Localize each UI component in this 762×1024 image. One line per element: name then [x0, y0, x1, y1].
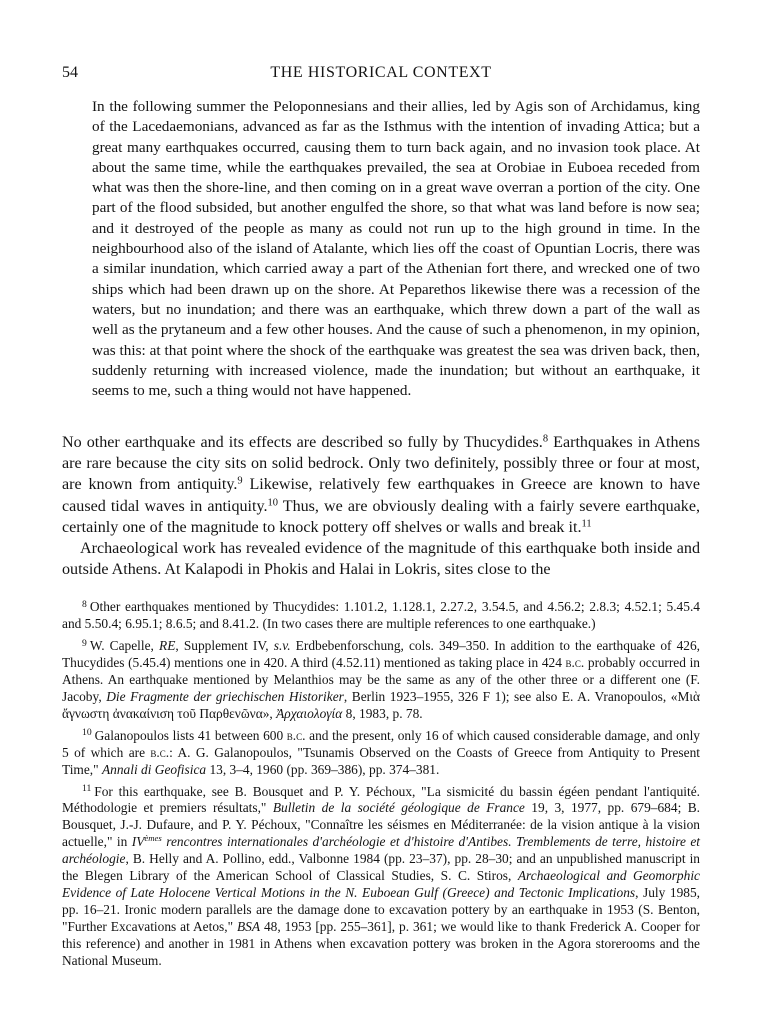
quote-paragraph: In the following summer the Peloponnesians and their allies, led by Agis son of Archidamus, king of the Lacedaemonians, advanced as far as the Isthmus with the intention of invading Attica; but a great many earthquakes occurred, causing them to turn back again, and no invasion took place. At about the same time, while the earthquakes prevailed, the sea at Orobiae in Euboea receded from what was then the shore-line, and then coming on in a great wave overran a portion of the city. One part of the flood subsided, but another engulfed the shore, so that what was land before is now sea; and it destroyed of the people as many as could not run up to the high ground in time. In the neighbourhood also of the island of Atalante, which lies off the coast of Opuntian Locris, there was a similar inundation, which carried away a part of the Athenian fort there, and wrecked one of two ships which had been drawn up on the shore. At Peparethos likewise there was a recession of the waters, but no inundation; and there was an earthquake, which threw down a part of the wall as well as the prytaneum and a few other houses. And the cause of such a phenomenon, in my opinion, was this: at that point where the shock of the earthquake was greatest the sea was driven back, then, suddenly returning with increased violence, made the inundation; but without an earthquake, it seems to me, such a thing would not have happened.	[92, 98, 700, 400]
footnote-text: , Berlin 1923–1955, 326 F 1); see also E. A. Vranopoulos, «Μιὰ ἄγνωστη ἀνακαίνιση τοῦ Παρθενῶνα»,	[62, 688, 701, 721]
citation-title: RE	[159, 637, 176, 653]
citation-title: Archaeological and Geomorphic Evidence of Late Holocene Vertical Motions in the N. Euboean Gulf (Greece) and Tectonic Implications	[62, 868, 700, 901]
footnote-text: For this earthquake, see B. Bousquet and P. Y. Péchoux, "La sismicité du bassin égéen pendant l'antiquité. Méthodologie et premiers résultats,"	[62, 783, 700, 816]
citation-title: Ἀρχαιολογία	[276, 705, 343, 721]
footnote-ref-11: 11	[581, 518, 592, 530]
abbreviation: s.v.	[273, 637, 291, 653]
footnote-ref-8: 8	[542, 433, 549, 445]
body-text: No other earthquake and its effects are described so fully by Thucydides.	[62, 434, 543, 451]
footnote-8	[62, 599, 700, 633]
footnote-text: W. Capelle,	[89, 637, 160, 653]
footnote-number: 9	[82, 637, 87, 649]
body-paragraph-1	[62, 432, 700, 538]
footnote-ref-10: 10	[267, 496, 278, 508]
footnote-text: probably occurred in Athens. An earthquake mentioned by Melanthios may be the same as any of the other three or a different one (F. Jacoby,	[62, 654, 700, 704]
footnotes	[62, 599, 700, 975]
footnote-text: , July 1985, pp. 16–21. Ironic modern parallels are the damage done to excavation pottery by an earthquake in 1953 (S. Benton, "Further Excavations at Aetos,"	[62, 885, 700, 935]
citation-title: Bulletin de la société géologique de France	[272, 800, 525, 816]
footnote-11	[62, 784, 700, 970]
page-number: 54	[62, 64, 78, 81]
citation-title-text: rencontres internationales d'archéologie et d'histoire d'Antibes. Tremblements de terre, histoire et archéologie	[62, 834, 700, 867]
running-title: THE HISTORICAL CONTEXT	[270, 64, 492, 81]
footnote-text: 19, 3, 1977, pp. 679–684; B. Bousquet, J.-J. Dufaure, and P. Y. Péchoux, "Connaître les séismes en Méditerranée: de la vision antique à la vision actuelle," in	[62, 800, 700, 850]
footnote-text: and the present, only 16 of which caused considerable damage, and only 5 of which are	[62, 727, 700, 760]
era-abbreviation: b.c.	[150, 744, 170, 760]
footnote-9	[62, 638, 700, 723]
body-text: Likewise, relatively few earthquakes in Greece are known to have caused tidal waves in antiquity.	[62, 476, 700, 515]
footnote-text: 13, 3–4, 1960 (pp. 369–386), pp. 374–381.	[206, 761, 440, 777]
footnote-number: 8	[82, 598, 87, 610]
footnote-text: 48, 1953 [pp. 255–361], p. 361; we would like to thank Frederick A. Cooper for this reference) and another in 1981 in Athens when excavation pottery was broken in the Agora storerooms and the National Museum.	[62, 919, 700, 969]
body-paragraph-2: Archaeological work has revealed evidence of the magnitude of this earthquake both inside and outside Athens. At Kalapodi in Phokis and Halai in Lokris, sites close to the	[62, 540, 700, 579]
footnote-text: : A. G. Galanopoulos, "Tsunamis Observed on the Coasts of Greece from Antiquity to Present Time,"	[62, 744, 700, 777]
footnote-ref-9: 9	[237, 475, 243, 487]
citation-title: Die Fragmente der griechischen Historiker	[106, 688, 344, 704]
main-text	[62, 432, 700, 580]
ordinal: IV	[131, 834, 145, 850]
footnote-number: 11	[82, 783, 92, 795]
citation-title: Annali di Geofisica	[101, 761, 207, 777]
page-header	[62, 62, 700, 84]
footnote-number: 10	[82, 727, 92, 739]
citation-title: BSA	[236, 919, 261, 935]
body-text: Thus, we are obviously dealing with a fairly severe earthquake, certainly one of the magnitude to knock pottery off shelves or walls and break it.	[62, 497, 700, 536]
footnote-text: Other earthquakes mentioned by Thucydides: 1.101.2, 1.128.1, 2.27.2, 3.54.5, and 4.56.2; 2.8.3; 4.52.1; 5.45.4 and 5.50.4; 6.95.1; 8.6.5; and 8.41.2. (In two cases there are multiple references to one earthquake.)	[62, 599, 700, 631]
body-text: Earthquakes in Athens are rare because the city sits on solid bedrock. Only two definitely, possibly three or four at most, are known from antiquity.	[62, 434, 700, 494]
footnote-text: 8, 1983, p. 78.	[342, 705, 423, 721]
footnote-10	[62, 728, 700, 779]
era-abbreviation: b.c.	[286, 727, 306, 743]
footnote-text: , B. Helly and A. Pollino, edd., Valbonne 1984 (pp. 23–37), pp. 28–30; and an unpublished manuscript in the Blegen Library of the American School of Classical Studies, S. C. Stiros,	[62, 851, 700, 884]
footnote-text: Erdbebenforschung, cols. 349–350. In addition to the earthquake of 426, Thucydides (5.45.4) mentions one in 420. A third (4.52.11) mentioned as taking place in 424	[62, 637, 701, 670]
footnote-text: Galanopoulos lists 41 between 600	[94, 727, 287, 743]
ordinal-suffix: èmes	[144, 833, 162, 844]
era-abbreviation: b.c.	[565, 654, 585, 670]
footnote-text: , Supplement IV,	[175, 637, 274, 653]
block-quote	[92, 97, 700, 401]
